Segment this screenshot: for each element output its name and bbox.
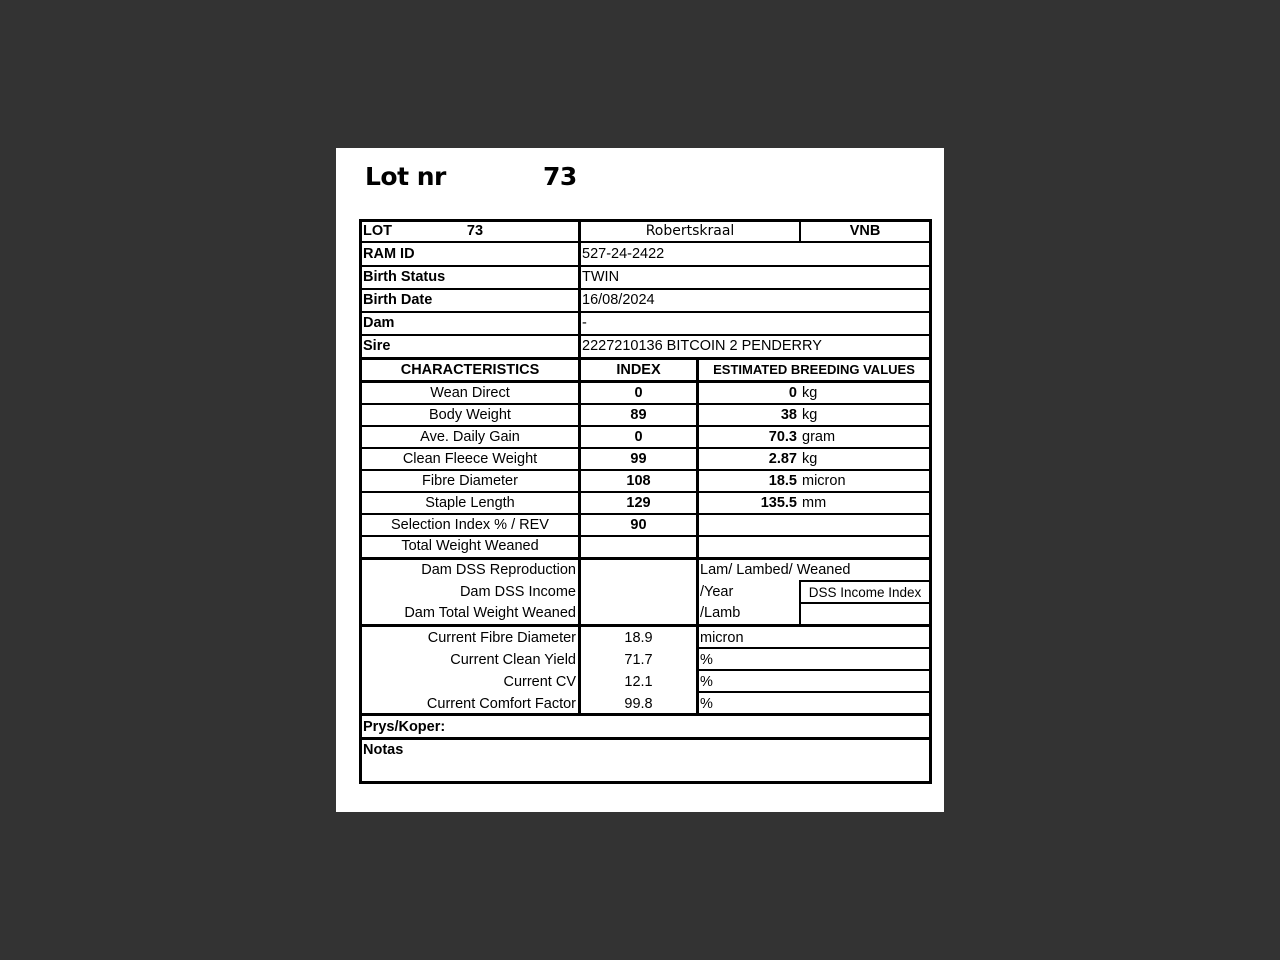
trait-index: 89 [630,407,647,423]
trait-name: Clean Fleece Weight [402,451,538,467]
trait-unit: kg [802,451,818,467]
trait-name: Wean Direct [430,385,510,401]
birth-status-value: TWIN [582,269,620,285]
trait-name: Selection Index % / REV [391,517,549,533]
dam-dss-reproduction-unit: Lam/ Lambed/ Weaned [700,562,851,578]
birth-date-label: Birth Date [363,292,433,308]
current-value: 99.8 [624,696,653,712]
current-name: Current Fibre Diameter [427,630,576,646]
trait-ebv: 0 [788,385,797,401]
trait-unit: kg [802,407,818,423]
breed-code: VNB [849,223,881,239]
characteristics-header: CHARACTERISTICS [400,362,540,378]
lot-title-label: Lot nr [365,162,446,191]
lot-title-number: 73 [543,162,577,191]
trait-ebv: 2.87 [768,451,797,467]
birth-date-value: 16/08/2024 [582,292,655,308]
trait-index: 90 [630,517,647,533]
table-border-right [929,219,932,784]
sire-label: Sire [363,338,391,354]
trait-unit: micron [802,473,846,489]
trait-name: Body Weight [429,407,511,423]
trait-name: Staple Length [425,495,515,511]
trait-ebv: 135.5 [760,495,797,511]
current-value: 18.9 [624,630,653,646]
current-unit: % [700,674,713,690]
trait-index: 99 [630,451,647,467]
dam-dss-reproduction-label: Dam DSS Reproduction [421,562,576,578]
current-unit: % [700,652,713,668]
trait-unit: gram [802,429,836,445]
trait-ebv: 38 [780,407,797,423]
trait-name: Fibre Diameter [422,473,518,489]
price-buyer-label: Prys/Koper: [363,719,446,735]
lot-table [336,148,944,812]
lot-sheet-page [336,148,944,812]
dam-label: Dam [363,315,395,331]
current-value: 71.7 [624,652,653,668]
dam-total-weight-weaned-label: Dam Total Weight Weaned [404,605,576,621]
ram-id-value: 527-24-2422 [582,246,665,262]
trait-index: 0 [634,385,643,401]
sire-value: 2227210136 BITCOIN 2 PENDERRY [582,338,822,354]
trait-unit: mm [802,495,827,511]
trait-ebv: 18.5 [768,473,797,489]
current-name: Current Comfort Factor [426,696,576,712]
lot-label: LOT [363,223,392,239]
trait-name: Ave. Daily Gain [420,429,520,445]
lot-number: 73 [466,223,484,239]
trait-name: Total Weight Weaned [401,538,539,554]
farm-name: Robertskraal [645,223,735,239]
dss-income-index-label: DSS Income Index [808,585,922,600]
dam-dss-income-label: Dam DSS Income [459,584,576,600]
trait-index: 0 [634,429,643,445]
trait-unit: kg [802,385,818,401]
trait-ebv: 70.3 [768,429,797,445]
current-name: Current CV [503,674,576,690]
current-value: 12.1 [624,674,653,690]
current-unit: micron [700,630,744,646]
table-border-bottom [359,781,932,784]
index-header: INDEX [616,362,661,378]
dam-total-weight-unit: /Lamb [700,605,741,621]
ram-id-label: RAM ID [363,246,415,262]
current-unit: % [700,696,713,712]
dam-dss-income-unit: /Year [700,584,734,600]
birth-status-label: Birth Status [363,269,446,285]
current-name: Current Clean Yield [450,652,576,668]
trait-index: 129 [626,495,651,511]
notes-label: Notas [363,742,404,758]
ebv-header: ESTIMATED BREEDING VALUES [713,362,915,377]
trait-index: 108 [626,473,651,489]
dam-value: - [582,315,587,331]
